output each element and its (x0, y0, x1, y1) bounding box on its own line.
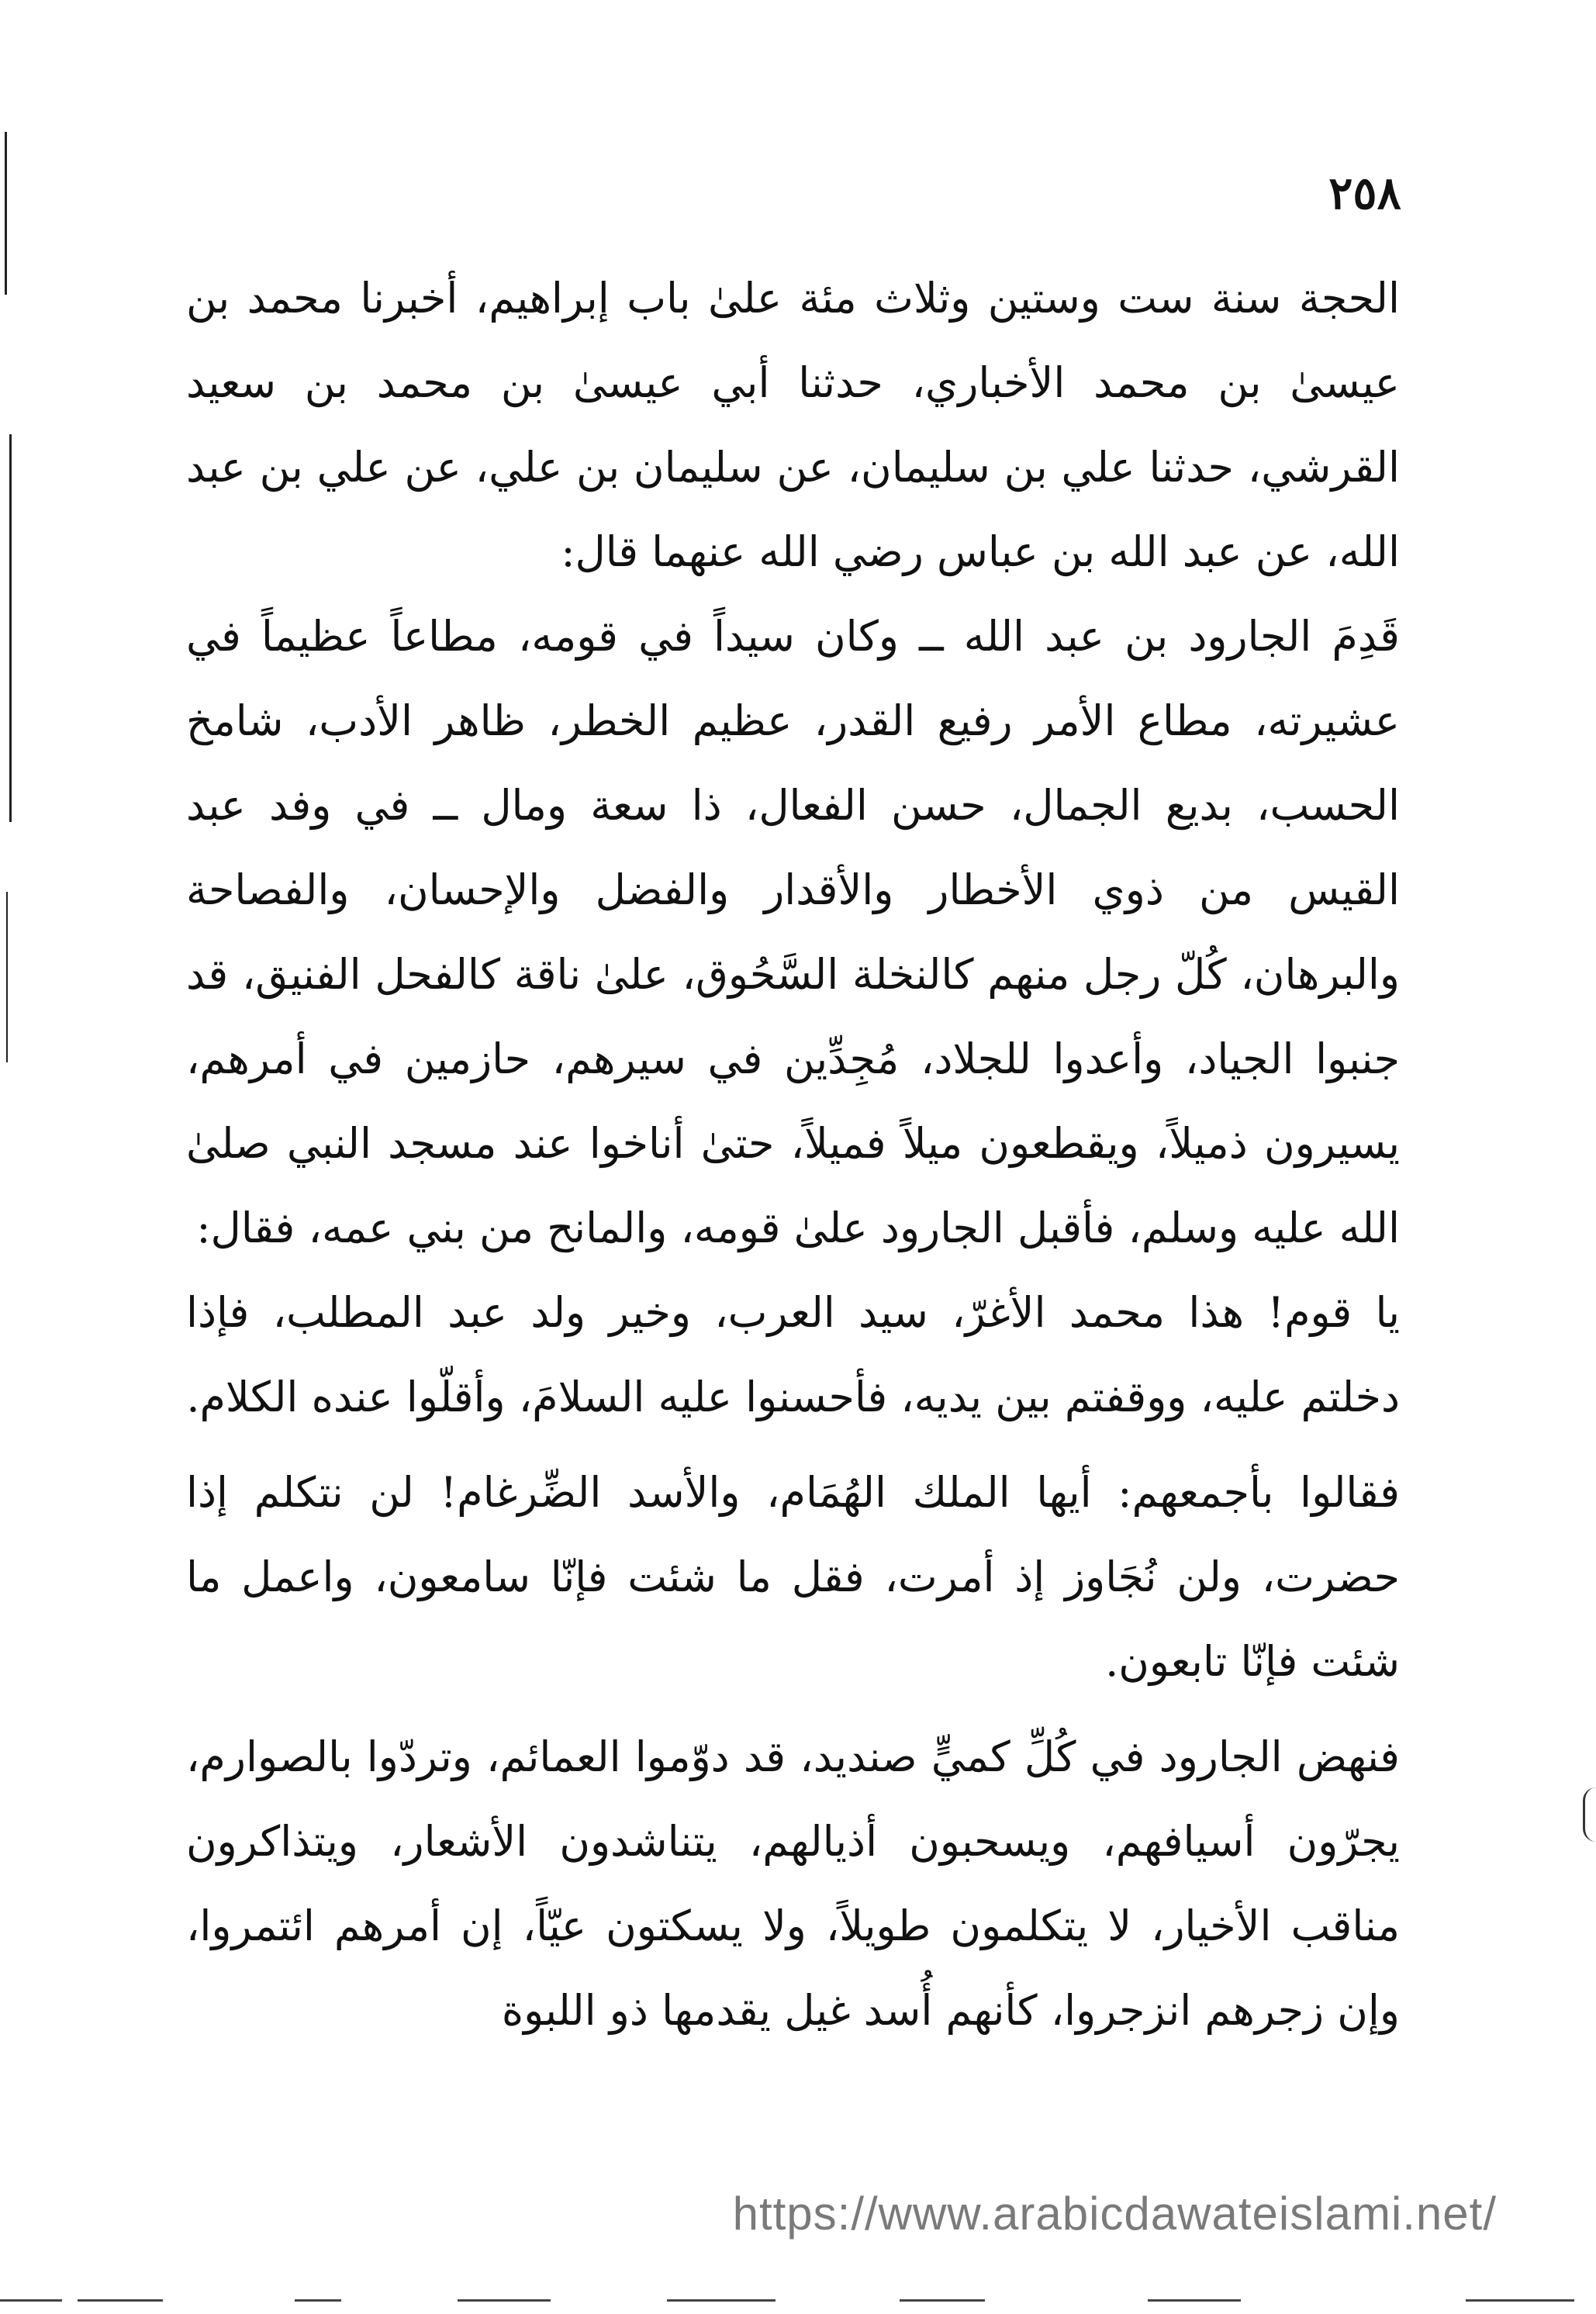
page-number: ٢٥٨ (1328, 167, 1401, 219)
paragraph: الحجة سنة ست وستين وثلاث مئة علىٰ باب إبراهيم، أخبرنا محمد بن عيسىٰ بن محمد الأخباري، حدثنا أبي عيسىٰ بن محمد بن سعيد القرشي، حدثنا علي بن سليمان، عن سليمان بن علي، عن علي بن عبد الله، عن عبد الله بن عباس رضي الله عنهما قال: (186, 274, 1400, 576)
paragraph: يا قوم! هذا محمد الأغرّ، سيد العرب، وخير ولد عبد المطلب، فإذا دخلتم عليه، ووقفتم بين يديه، فأحسنوا عليه السلامَ، وأقلّوا عنده الكلام. (186, 1288, 1400, 1421)
paragraph: فنهض الجارود في كُلِّ كميٍّ صنديد، قد دوّموا العمائم، وتردّوا بالصوارم، يجرّون أسيافهم، ويسحبون أذيالهم، يتناشدون الأشعار، ويتذاكرون مناقب الأخيار، لا يتكلمون طويلاً، ولا يسكتون عيّاً، إن أمرهم ائتمروا، وإن زجرهم انزجروا، كأنهم أُسد غيل يقدمها ذو اللبوة (186, 1732, 1400, 2035)
scan-mark (78, 2299, 163, 2302)
scan-mark (900, 2299, 985, 2302)
body-text (186, 256, 1400, 2053)
scan-bracket-mark (1583, 1787, 1596, 1842)
watermark-url: https://www.arabicdawateislami.net/ (732, 2188, 1497, 2240)
scan-mark (0, 2299, 62, 2302)
scan-mark (295, 2299, 341, 2302)
scan-mark (458, 2299, 551, 2302)
scan-mark (1466, 2299, 1574, 2302)
paragraph: قَدِمَ الجارود بن عبد الله ــ وكان سيداً في قومه، مطاعاً عظيماً في عشيرته، مطاع الأمر رفيع القدر، عظيم الخطر، ظاهر الأدب، شامخ الحسب، بديع الجمال، حسن الفعال، ذا سعة ومال ــ في وفد عبد القيس من ذوي الأخطار والأقدار والفضل والإحسان، والفصاحة والبرهان، كُلّ رجل منهم كالنخلة السَّحُوق، علىٰ ناقة كالفحل الفنيق، قد جنبوا الجياد، وأعدوا للجلاد، مُجِدِّين في سيرهم، حازمين في أمرهم، يسيرون ذميلاً، ويقطعون ميلاً فميلاً، حتىٰ أناخوا عند مسجد النبي صلىٰ الله عليه وسلم، فأقبل الجارود علىٰ قومه، والمانح من بني عمه، فقال: (186, 612, 1400, 1252)
footer-scan-marks (0, 2299, 1596, 2314)
scan-edge-mark (5, 132, 7, 295)
paragraph: فقالوا بأجمعهم: أيها الملك الهُمَام، والأسد الضِّرغام! لن نتكلم إذا حضرت، ولن نُجَاوز إذ أمرت، فقل ما شئت فإنّا سامعون، واعمل ما شئت فإنّا تابعون. (186, 1468, 1400, 1686)
scan-mark (667, 2299, 776, 2302)
scan-edge-mark (9, 434, 12, 822)
scan-mark (1148, 2299, 1241, 2302)
scan-edge-mark (6, 892, 8, 1062)
